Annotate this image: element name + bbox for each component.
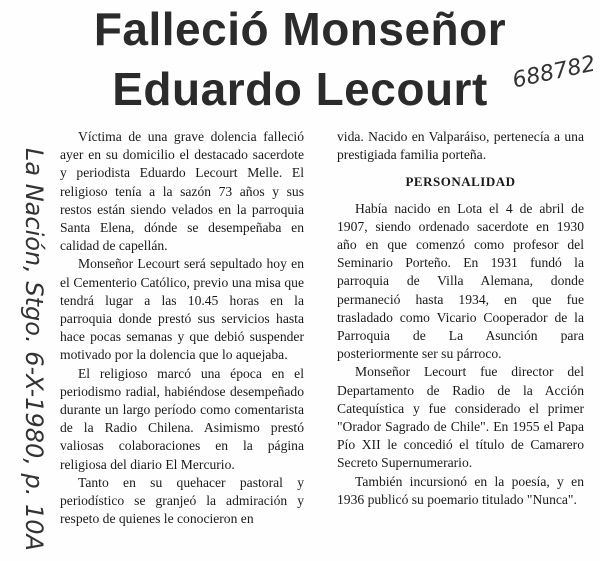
headline-line-2: Eduardo Lecourt [112, 63, 488, 115]
article-paragraph: Tanto en su quehacer pastoral y periodístico se granjeó la admiración y respeto de quienes le conocieron en [60, 474, 304, 527]
article-paragraph: Monseñor Lecourt será sepultado hoy en el Cementerio Católico, previo una misa que tendrá lugar a las 10.45 horas en la parroquia donde prestó sus servicios hasta hace pocas semanas y que debió suspender motivado por la dolencia que lo aquejaba. [60, 256, 304, 363]
article-paragraph: Monseñor Lecourt fue director del Departamento de Radio de la Acción Catequística y fue considerado el primer "Orador Sagrado de Chile". En 1955 el Papa Pío XII le concedió el título de Camarero Secreto Supernumerario. [337, 364, 584, 471]
article-left-column [60, 128, 304, 528]
article-paragraph: El religioso marcó una época en el periodismo radial, habiéndose desempeñado durante un largo período como comentarista de la Radio Chilena. Asimismo prestó valiosas colaboraciones en la página religiosa del diario El Mercurio. [60, 365, 304, 472]
article-right-column [337, 128, 584, 509]
article-paragraph: Víctima de una grave dolencia falleció ayer en su domicilio el destacado sacerdote y periodista Eduardo Lecourt Melle. El religioso tenía a la sazón 73 años y sus restos están siendo velados en la parroquia Santa Elena, dónde se desempeñaba en calidad de capellán. [60, 129, 304, 254]
handwritten-catalog-number: 688782 [510, 51, 598, 94]
section-heading: PERSONALIDAD [405, 174, 516, 190]
article-paragraph: Había nacido en Lota el 4 de abril de 1907, siendo ordenado sacerdote en 1930 año en que comenzó como profesor del Seminario Porteño. En 1931 fundó la parroquia de Villa Alemana, donde permaneció hasta 1934, en que fue trasladado como Vicario Cooperador de la Parroquia de La Asunción para posteriormente ser su párroco. [337, 200, 584, 362]
headline-line-1: Falleció Monseñor [93, 3, 507, 55]
article-continuation: vida. Nacido en Valparáiso, pertenecía a una prestigiada familia porteña. [337, 129, 584, 163]
handwritten-source-note: La Nación, Stgo. 6-X-1980, p. 10A [20, 148, 48, 551]
article-paragraph: También incursionó en la poesía, y en 1936 publicó su poemario titulado "Nunca". [337, 473, 584, 507]
